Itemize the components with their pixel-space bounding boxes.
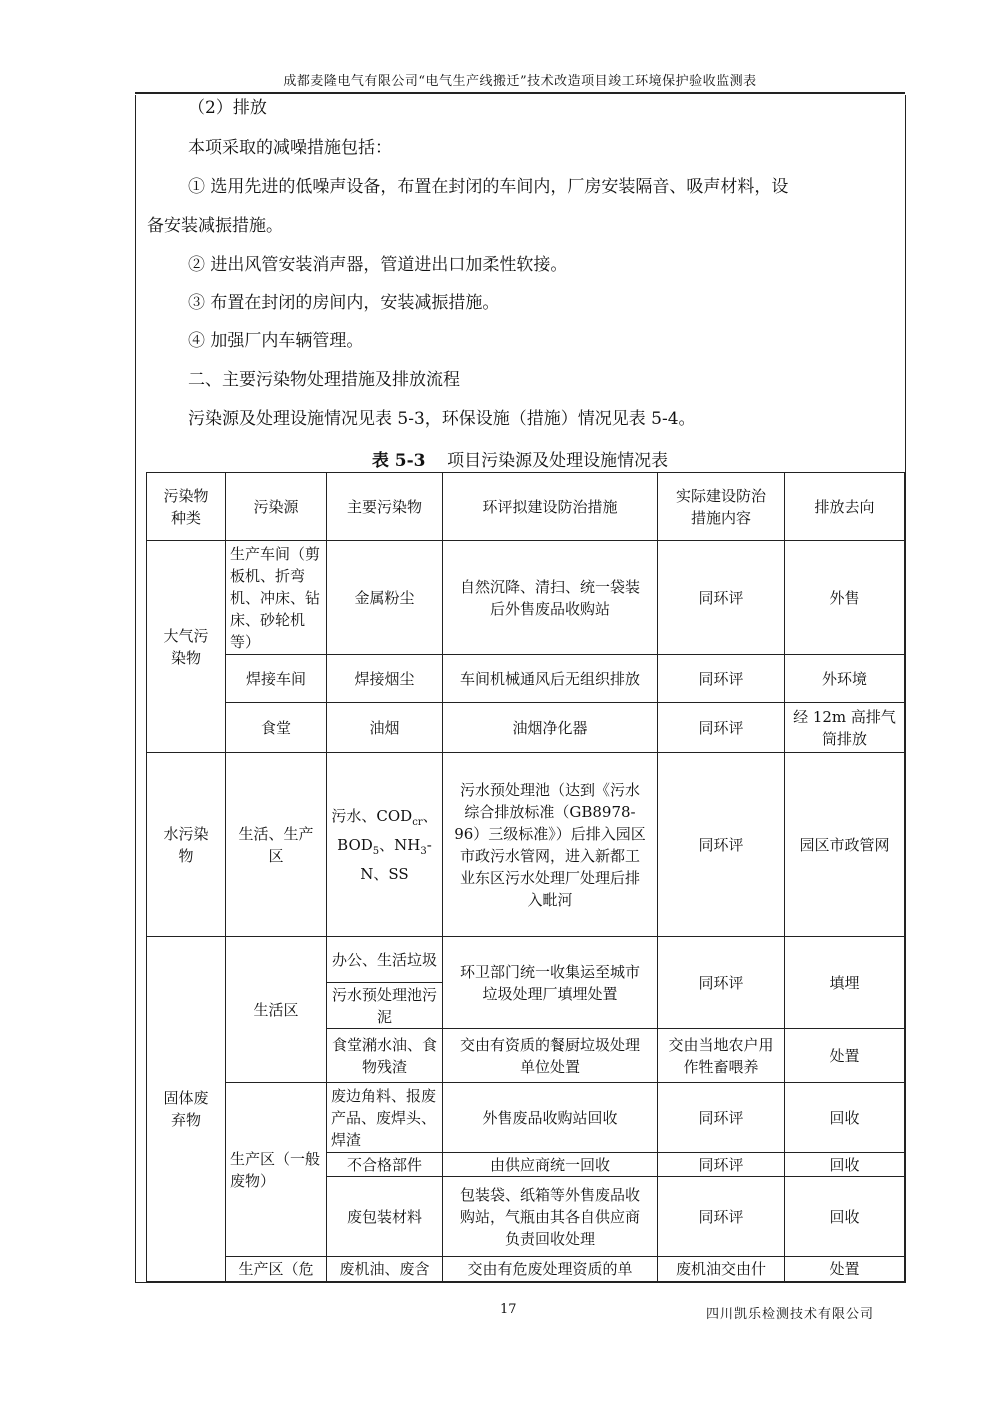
cell-solid-general-eia-1: 外售废品收购站回收 [443,1083,658,1153]
cell-air-dest-1: 外售 [785,541,905,655]
cell-air-actual-2: 同环评 [658,655,785,703]
cell-solid-general-actual-1: 同环评 [658,1083,785,1153]
cell-solid-living-pollutant-2: 污水预处理池污泥 [327,983,443,1029]
cell-solid-hazard-eia: 交由有危废处理资质的单 [443,1257,658,1282]
th-destination: 排放去向 [785,473,905,541]
section-heading: 二、主要污染物处理措施及排放流程 [188,370,460,390]
pollution-source-table [146,472,905,1282]
cell-water-pollutant [327,753,443,937]
th-source: 污染源 [226,473,327,541]
footer-company: 四川凯乐检测技术有限公司 [706,1307,875,1322]
cell-air-actual-1: 同环评 [658,541,785,655]
th-category: 污染物种类 [147,473,226,541]
cell-solid-living-source: 生活区 [226,937,327,1083]
cell-solid-general-pollutant-3: 废包装材料 [327,1177,443,1257]
cell-solid-general-actual-3: 同环评 [658,1177,785,1257]
water-pollutant-sub-a: cr [412,816,423,828]
cell-water-source: 生活、生产区 [226,753,327,937]
cell-air-category: 大气污染物 [147,541,226,753]
cell-solid-general-pollutant-1: 废边角料、报废产品、废焊头、焊渣 [327,1083,443,1153]
paragraph-discharge-heading: （2）排放 [188,98,267,118]
cell-solid-hazard-pollutant: 废机油、废含 [327,1257,443,1282]
cell-air-source-2: 焊接车间 [226,655,327,703]
table-caption-text: 项目污染源及处理设施情况表 [447,451,669,471]
cell-solid-hazard-source: 生产区（危 [226,1257,327,1282]
table-row [147,753,905,937]
cell-water-dest: 园区市政管网 [785,753,905,937]
cell-air-eia-2: 车间机械通风后无组织排放 [443,655,658,703]
cell-solid-category: 固体废弃物 [147,937,226,1282]
cell-air-actual-3: 同环评 [658,703,785,753]
cell-water-actual: 同环评 [658,753,785,937]
page-number: 17 [500,1302,517,1317]
running-header: 成都麦隆电气有限公司“电气生产线搬迁”技术改造项目竣工环境保护验收监测表 [283,74,757,89]
cell-air-pollutant-3: 油烟 [327,703,443,753]
table-row [147,937,905,983]
table-header-row [147,473,905,541]
cell-air-pollutant-2: 焊接烟尘 [327,655,443,703]
table-row [147,1083,905,1153]
cell-solid-general-eia-2: 由供应商统一回收 [443,1153,658,1177]
th-pollutant: 主要污染物 [327,473,443,541]
cell-solid-living-actual-12: 同环评 [658,937,785,1029]
th-eia-measure: 环评拟建设防治措施 [443,473,658,541]
cell-solid-general-eia-3: 包装袋、纸箱等外售废品收购站，气瓶由其各自供应商负责回收处理 [443,1177,658,1257]
header-rule [135,92,905,94]
paragraph-intro: 本项采取的减噪措施包括： [188,138,392,158]
water-pollutant-part-b: 、BOD [337,806,438,854]
cell-air-eia-3: 油烟净化器 [443,703,658,753]
cell-solid-living-dest-12: 填埋 [785,937,905,1029]
cell-solid-living-eia-12: 环卫部门统一收集运至城市垃圾处理厂填埋处置 [443,937,658,1029]
cell-solid-general-dest-1: 回收 [785,1083,905,1153]
cell-air-dest-2: 外环境 [785,655,905,703]
cell-water-category: 水污染物 [147,753,226,937]
paragraph-measure-1a: ① 选用先进的低噪声设备，布置在封闭的车间内，厂房安装隔音、吸声材料，设 [188,177,789,197]
cell-air-dest-3: 经 12m 高排气筒排放 [785,703,905,753]
table-row [147,541,905,655]
paragraph-measure-4: ④ 加强厂内车辆管理。 [188,331,364,351]
cell-air-source-3: 食堂 [226,703,327,753]
paragraph-measure-1b: 备安装减振措施。 [147,216,283,236]
paragraph-table-ref: 污染源及处理设施情况见表 5-3，环保设施（措施）情况见表 5-4。 [188,409,696,429]
table-caption [135,446,905,471]
table-caption-number: 表 5-3 [371,451,426,471]
water-pollutant-sub-b: 5 [372,845,380,857]
table-row [147,703,905,753]
cell-solid-general-pollutant-2: 不合格部件 [327,1153,443,1177]
cell-solid-general-dest-3: 回收 [785,1177,905,1257]
cell-solid-living-pollutant-3: 食堂潲水油、食物残渣 [327,1029,443,1083]
cell-solid-living-eia-3: 交由有资质的餐厨垃圾处理单位处置 [443,1029,658,1083]
water-pollutant-part-c: 、NH [379,835,421,854]
water-pollutant-part-d: -N、SS [360,835,432,883]
cell-solid-living-actual-3: 交由当地农户用作牲畜喂养 [658,1029,785,1083]
cell-solid-hazard-actual: 废机油交由什 [658,1257,785,1282]
paragraph-measure-3: ③ 布置在封闭的房间内，安装减振措施。 [188,293,500,313]
cell-solid-general-dest-2: 回收 [785,1153,905,1177]
cell-solid-general-source: 生产区（一般废物） [226,1083,327,1257]
water-pollutant-sub-c: 3 [420,845,427,857]
table-row [147,655,905,703]
cell-solid-general-actual-2: 同环评 [658,1153,785,1177]
cell-water-eia: 污水预处理池（达到《污水综合排放标准（GB8978-96）三级标准》）后排入园区市政污水管网，进入新都工业东区污水处理厂处理后排入毗河 [443,753,658,937]
cell-air-eia-1: 自然沉降、清扫、统一袋装后外售废品收购站 [443,541,658,655]
water-pollutant-part-a: 污水、COD [331,806,413,825]
table-row [147,1257,905,1282]
cell-solid-living-pollutant-1: 办公、生活垃圾 [327,937,443,983]
paragraph-measure-2: ② 进出风管安装消声器，管道进出口加柔性软接。 [188,255,568,275]
cell-air-pollutant-1: 金属粉尘 [327,541,443,655]
cell-solid-living-dest-3: 处置 [785,1029,905,1083]
cell-air-source-1: 生产车间（剪板机、折弯机、冲床、钻床、砂轮机等） [226,541,327,655]
th-actual-measure: 实际建设防治措施内容 [658,473,785,541]
cell-solid-hazard-dest: 处置 [785,1257,905,1282]
